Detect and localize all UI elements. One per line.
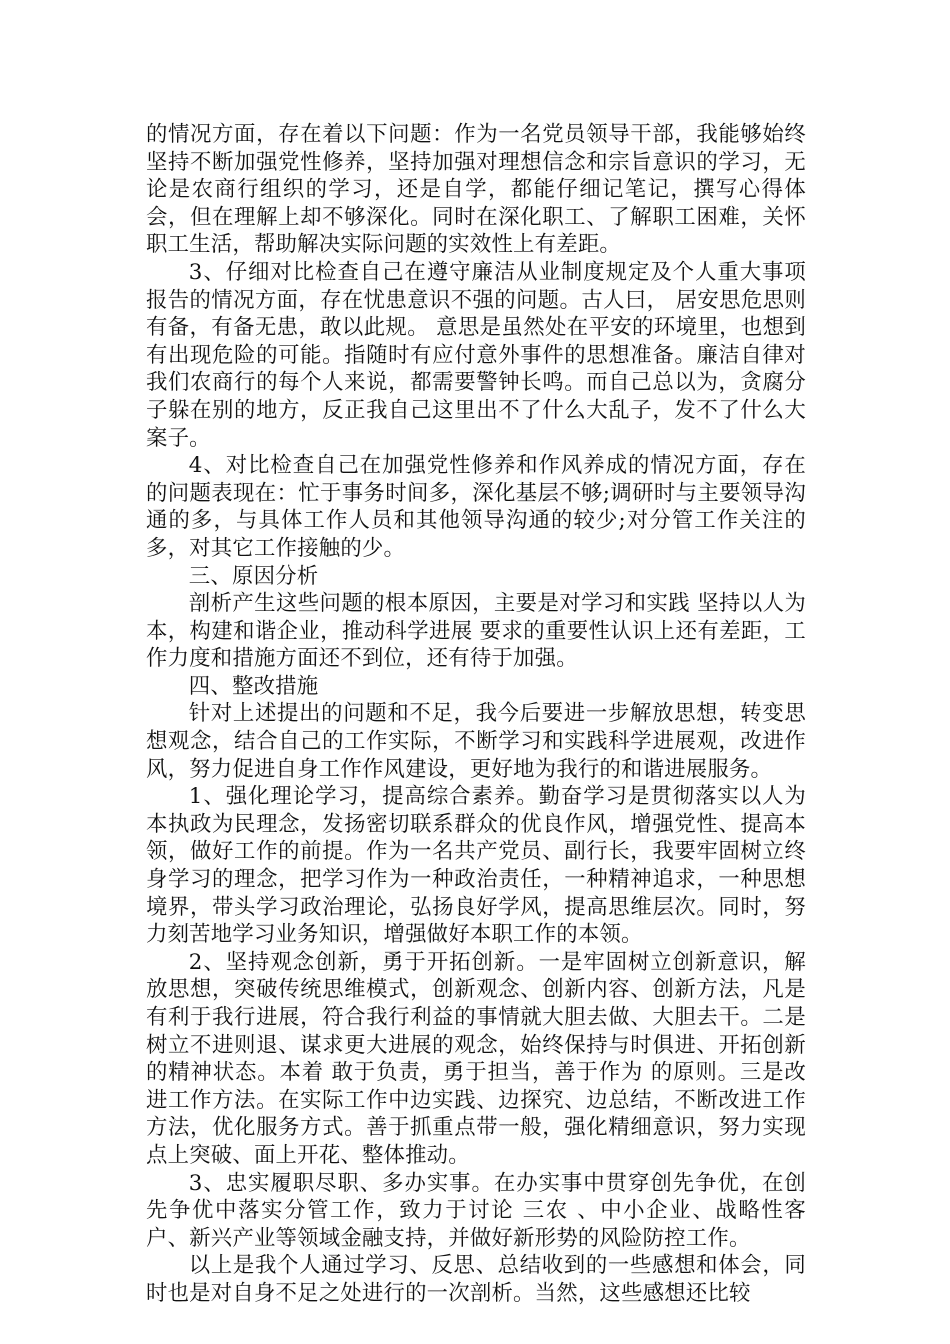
paragraph-intro-continuation: 的情况方面，存在着以下问题：作为一名党员领导干部，我能够始终坚持不断加强党性修养，坚持加强对理想信念和宗旨意识的学习，无论是农商行组织的学习，还是自学，都能仔细记笔记，撰写心得体会，但在理解上却不够深化。同时在深化职工、了解职工困难，关怀职工生活，帮助解决实际问题的实效性上有差距。 [146,122,806,258]
paragraph-item-4-party-spirit: 4、对比检查自己在加强党性修养和作风养成的情况方面，存在的问题表现在：忙于事务时间多，深化基层不够;调研时与主要领导沟通的多，与具体工作人员和其他领导沟通的较少;对分管工作关注的多，对其它工作接触的少。 [146,453,806,561]
section-heading-cause-analysis: 三、原因分析 [188,563,319,589]
paragraph-rectification-intro: 针对上述提出的问题和不足，我今后要进一步解放思想，转变思想观念，结合自己的工作实际，不断学习和实践科学进展观，改进作风，努力促进自身工作作风建设，更好地为我行的和谐进展服务。 [146,701,806,782]
paragraph-item-3-integrity: 3、仔细对比检查自己在遵守廉洁从业制度规定及个人重大事项报告的情况方面，存在忧患意识不强的问题。古人曰， 居安思危思则有备，有备无患，敢以此规。 意思是虽然处在平安的环境里，也想到有出现危险的可能。指随时有应付意外事件的思想准备。廉洁自律对我们农商行的每个人来说，都需要警钟长鸣。而自己总以为，贪腐分子躲在别的地方，反正我自己这里出不了什么大乱子，发不了什么大案子。 [146,259,806,451]
section-heading-rectification: 四、整改措施 [188,673,319,699]
paragraph-measure-1-study: 1、强化理论学习，提高综合素养。勤奋学习是贯彻落实以人为本执政为民理念，发扬密切联系群众的优良作风，增强党性、提高本领，做好工作的前提。作为一名共产党员、副行长，我要牢固树立终身学习的理念，把学习作为一种政治责任，一种精神追求，一种思想境界，带头学习政治理论，弘扬良好学风，提高思维层次。同时，努力刻苦地学习业务知识，增强做好本职工作的本领。 [146,784,806,948]
paragraph-conclusion: 以上是我个人通过学习、反思、总结收到的一些感想和体会，同时也是对自身不足之处进行的一次剖析。当然，这些感想还比较 [146,1253,806,1306]
document-body [146,121,806,1308]
paragraph-measure-3-duty: 3、忠实履职尽职、多办实事。在办实事中贯穿创先争优，在创先争优中落实分管工作，致力于讨论 三农 、中小企业、战略性客户、新兴产业等领域金融支持，并做好新形势的风险防控工作。 [146,1170,806,1251]
paragraph-cause-analysis: 剖析产生这些问题的根本原因，主要是对学习和实践 坚持以人为本，构建和谐企业，推动科学进展 要求的重要性认识上还有差距，工作力度和措施方面还不到位，还有待于加强。 [146,591,806,672]
paragraph-measure-2-innovation: 2、坚持观念创新，勇于开拓创新。一是牢固树立创新意识，解放思想，突破传统思维模式，创新观念、创新内容、创新方法，凡是有利于我行进展，符合我行利益的事情就大胆去做、大胆去干。二是树立不进则退、谋求更大进展的观念，始终保持与时俱进、开拓创新的精神状态。本着 敢于负责，勇于担当，善于作为 的原则。三是改进工作方法。在实际工作中边实践、边探究、边总结，不断改进工作方法，优化服务方式。善于抓重点带一般，强化精细意识，努力实现点上突破、面上开花、整体推动。 [146,949,806,1168]
